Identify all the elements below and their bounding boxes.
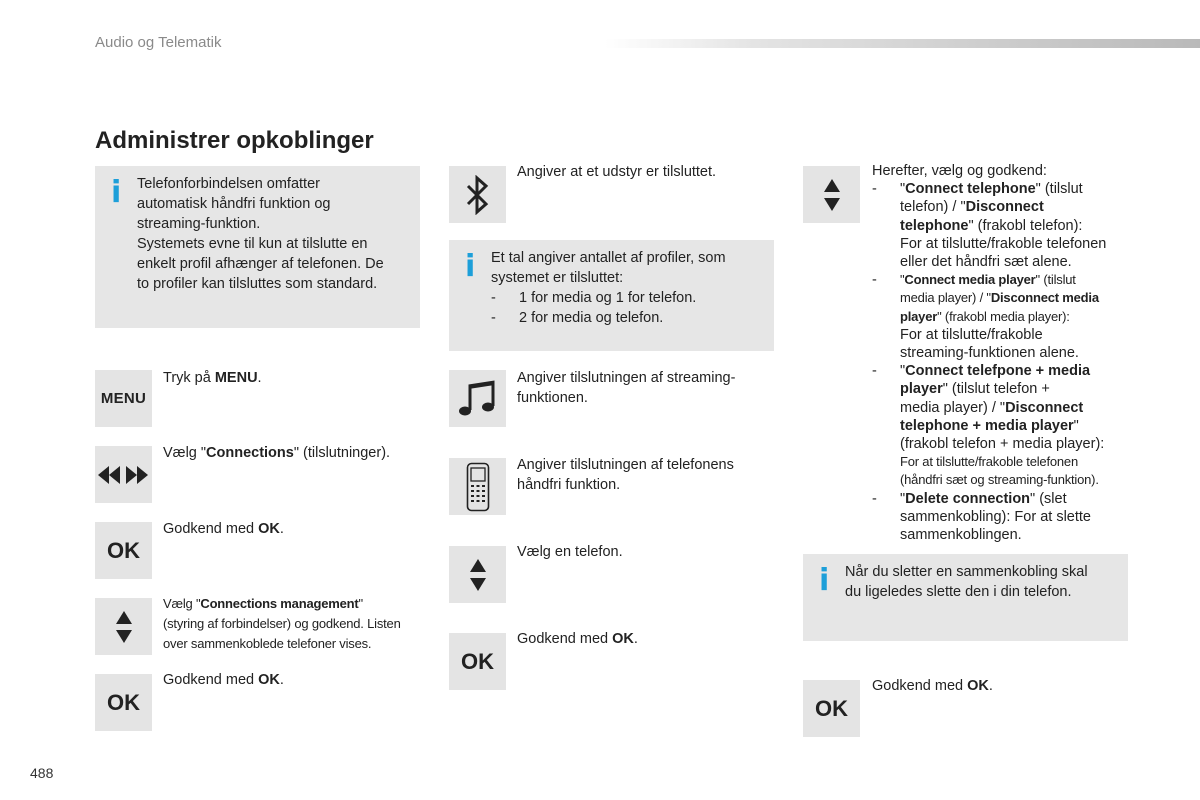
info-box-text: Et tal angiver antallet af profiler, som systemet er tilsluttet: - 1 for media og 1 for telefon. - 2 for media og telefon.: [491, 248, 771, 328]
step-select-phone: Vælg en telefon.: [517, 544, 623, 560]
ok-label: OK: [107, 689, 140, 715]
info-line: to profiler kan tilsluttes som standard.: [137, 276, 378, 292]
step-press-menu: Tryk på MENU.: [163, 370, 262, 386]
bluetooth-icon: [465, 175, 491, 215]
options-intro: Herefter, vælg og godkend:: [872, 163, 1047, 179]
step-confirm-ok: Godkend med OK.: [872, 678, 993, 694]
seek-arrows-button[interactable]: [95, 446, 152, 503]
step-connections-management: Vælg "Connections management" (styring af forbindelser) og godkend. Listen over sammenkoblede telefoner vises.: [163, 596, 401, 651]
ok-button[interactable]: [95, 522, 152, 579]
list-item: - "Delete connection" (slet sammenkobling): For at slette sammenkoblingen.: [872, 490, 1172, 545]
info-icon: i: [819, 563, 830, 598]
step-confirm-ok: Godkend med OK.: [517, 631, 638, 647]
up-down-arrows-icon: [824, 179, 840, 211]
list-item: - 1 for media og 1 for telefon.: [491, 288, 771, 308]
handsfree-indicator: [449, 458, 506, 515]
info-line: enkelt profil afhænger af telefonen. De: [137, 256, 384, 272]
ok-label: OK: [815, 695, 848, 721]
info-line: Telefonforbindelsen omfatter: [137, 176, 320, 192]
info-icon: i: [465, 249, 476, 284]
ok-button[interactable]: [95, 674, 152, 731]
info-icon: i: [111, 175, 122, 210]
profile-count-list: [491, 288, 771, 328]
section-label: Audio og Telematik: [95, 34, 222, 51]
info-line: Systemets evne til kun at tilslutte en: [137, 236, 368, 252]
info-box-delete: [803, 554, 1128, 641]
connection-options: [872, 162, 1172, 544]
bluetooth-description: Angiver at et udstyr er tilsluttet.: [517, 164, 717, 180]
list-item: - "Connect media player" (tilslut media player) / "Disconnect media player" (frakobl media player): For at tilslutte/frakoble streaming-funktionen alene.: [872, 271, 1172, 362]
menu-label: MENU: [100, 390, 147, 407]
page-title: Administrer opkoblinger: [95, 127, 374, 154]
up-down-arrows-button[interactable]: [803, 166, 860, 223]
streaming-indicator: [449, 370, 506, 427]
seek-arrows-icon: [97, 464, 151, 486]
info-box-text: [137, 174, 417, 294]
list-item: - "Connect telefpone + media player" (tilslut telefon + media player) / "Disconnect telephone + media player" (frakobl telefon + media player): For at tilslutte/frakoble telefonen (håndfri sæt og streaming-funktion).: [872, 362, 1172, 489]
handsfree-description: Angiver tilslutningen af telefonens håndfri funktion.: [517, 457, 734, 493]
up-down-arrows-icon: [470, 559, 486, 591]
music-note-icon: [458, 380, 498, 418]
up-down-arrows-button[interactable]: [95, 598, 152, 655]
step-select-connections: Vælg "Connections" (tilslutninger).: [163, 445, 391, 461]
menu-button[interactable]: [95, 370, 152, 427]
header-gradient-bar: [605, 39, 1200, 48]
step-confirm-ok: Godkend med OK.: [163, 521, 284, 537]
streaming-description: Angiver tilslutningen af streaming- funktionen.: [517, 370, 736, 406]
options-list: [872, 180, 1172, 544]
ok-label: OK: [107, 537, 140, 563]
up-down-arrows-button[interactable]: [449, 546, 506, 603]
info-line: automatisk håndfri funktion og: [137, 196, 331, 212]
info-box-profiles: [95, 166, 420, 328]
ok-button[interactable]: [803, 680, 860, 737]
info-box-text: Når du sletter en sammenkobling skal du ligeledes slette den i din telefon.: [845, 564, 1088, 600]
mobile-phone-icon: [466, 462, 490, 512]
page-number: 488: [30, 765, 54, 781]
ok-button[interactable]: [449, 633, 506, 690]
ok-label: OK: [461, 648, 494, 674]
list-item: - "Connect telephone" (tilslut telefon) / "Disconnect telephone" (frakobl telefon): For at tilslutte/frakoble telefonen eller det håndfri sæt alene.: [872, 180, 1172, 271]
bluetooth-indicator: [449, 166, 506, 223]
up-down-arrows-icon: [116, 611, 132, 643]
list-item: - 2 for media og telefon.: [491, 308, 771, 328]
info-box-profile-count: [449, 240, 774, 351]
info-line: streaming-funktion.: [137, 216, 261, 232]
step-confirm-ok: Godkend med OK.: [163, 672, 284, 688]
